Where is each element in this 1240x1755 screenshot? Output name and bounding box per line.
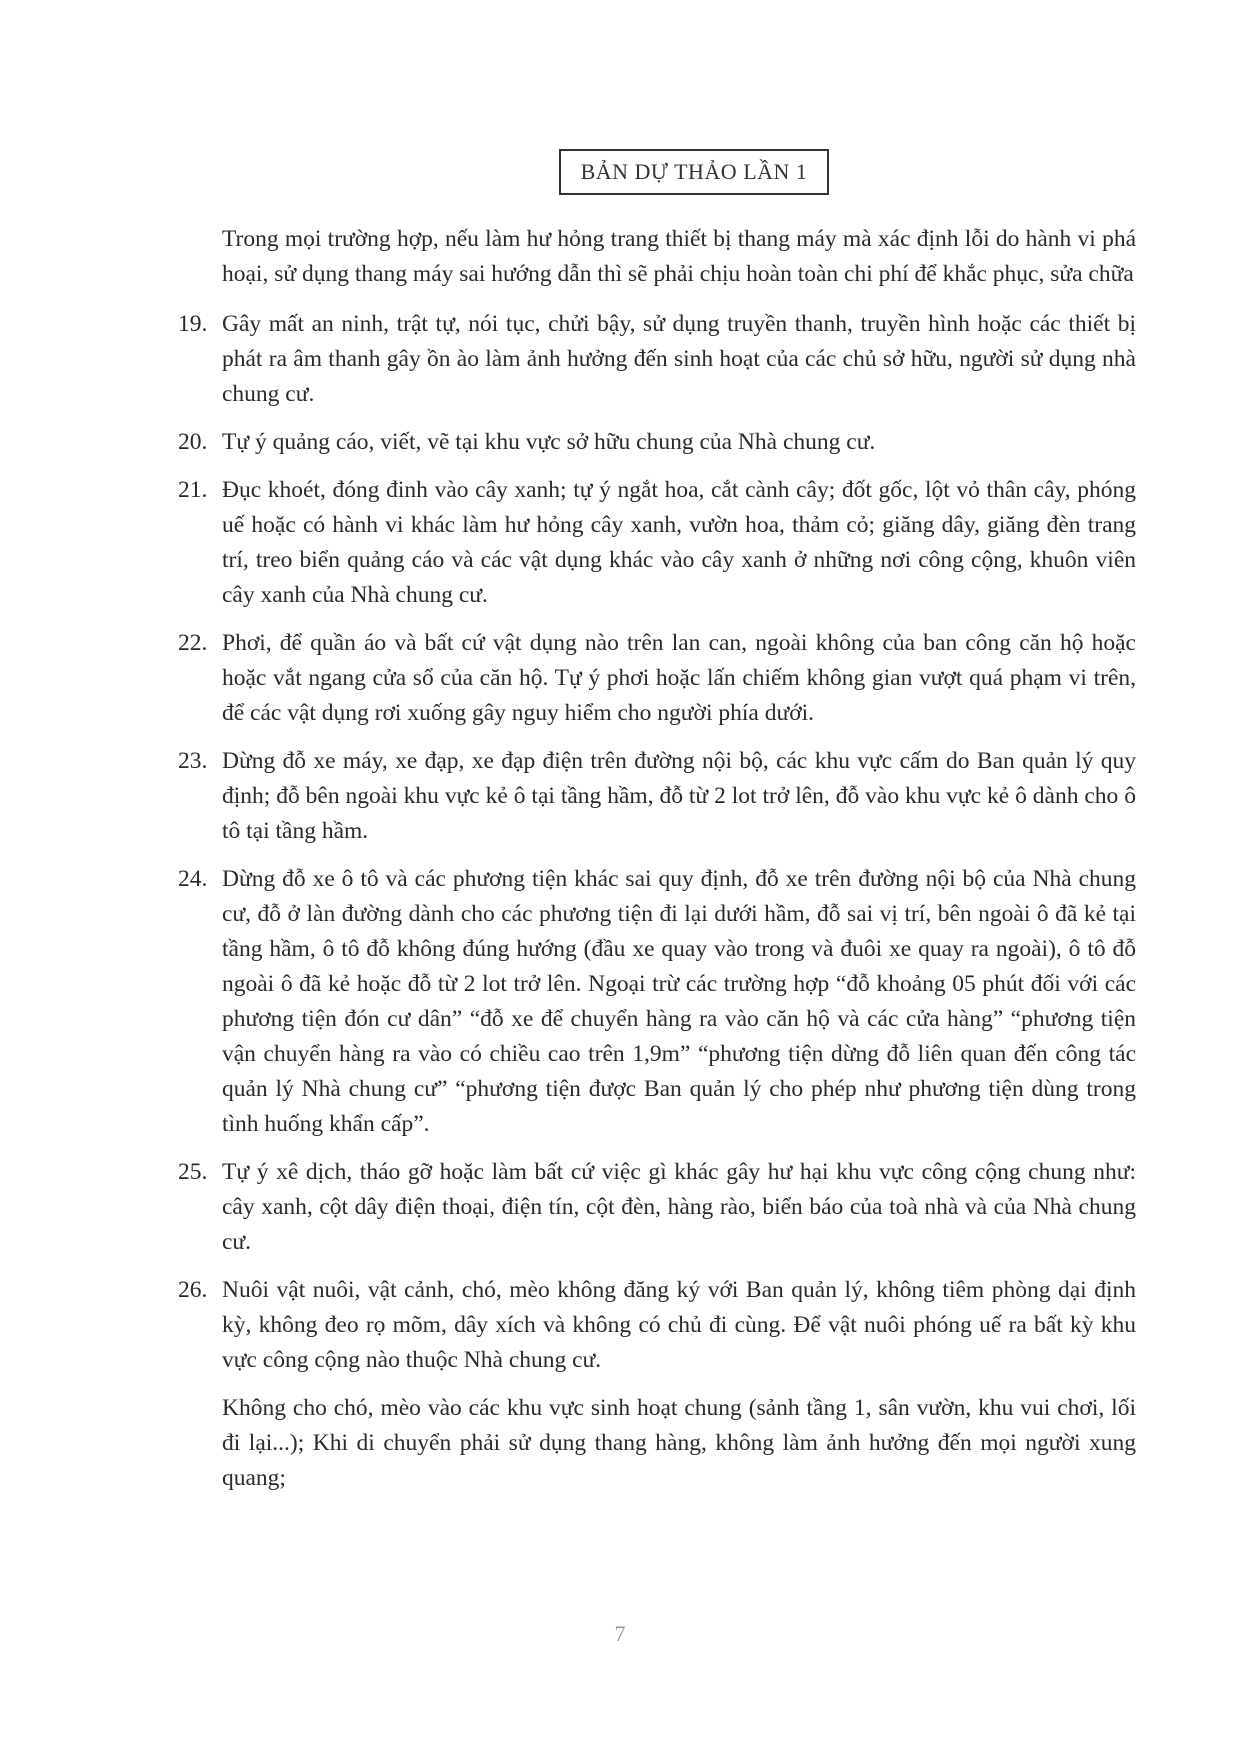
draft-label-box: [559, 149, 829, 195]
list-item: [178, 425, 1136, 460]
intro-paragraph: Trong mọi trường hợp, nếu làm hư hỏng trang thiết bị thang máy mà xác định lỗi do hành vi phá hoại, sử dụng thang máy sai hướng dẫn thì sẽ phải chịu hoàn toàn chi phí để khắc phục, sửa chữa: [222, 226, 1136, 287]
list-item: [178, 473, 1136, 613]
list-item: [178, 744, 1136, 849]
item-number: 21.: [178, 477, 208, 503]
item-number: 26.: [178, 1277, 208, 1303]
draft-label: BẢN DỰ THẢO LẦN 1: [580, 159, 808, 184]
list-item: [178, 626, 1136, 731]
item-text: Phơi, để quần áo và bất cứ vật dụng nào trên lan can, ngoài không của ban công căn hộ hoặc hoặc vắt ngang cửa sổ của căn hộ. Tự ý phơi hoặc lấn chiếm không gian vượt quá phạm vi trên, để các vật dụng rơi xuống gây nguy hiểm cho người phía dưới.: [222, 630, 1136, 726]
document-body: [178, 222, 1136, 1511]
item-number: 23.: [178, 748, 208, 774]
page-number: 7: [614, 1621, 626, 1646]
item-text: Tự ý quảng cáo, viết, vẽ tại khu vực sở hữu chung của Nhà chung cư.: [222, 429, 876, 455]
list-item: [178, 1155, 1136, 1260]
item-number: 22.: [178, 630, 208, 656]
item-text: Dừng đỗ xe máy, xe đạp, xe đạp điện trên đường nội bộ, các khu vực cấm do Ban quản lý quy định; đỗ bên ngoài khu vực kẻ ô tại tầng hầm, đỗ từ 2 lot trở lên, đỗ vào khu vực kẻ ô dành cho ô tô tại tầng hầm.: [222, 748, 1136, 844]
item-number: 25.: [178, 1159, 208, 1185]
closing-paragraph: Không cho chó, mèo vào các khu vực sinh hoạt chung (sảnh tầng 1, sân vườn, khu vui chơi, lối đi lại...); Khi di chuyển phải sử dụng thang hàng, không làm ảnh hưởng đến mọi người xung quang;: [222, 1395, 1136, 1491]
item-number: 24.: [178, 866, 208, 892]
item-number: 19.: [178, 311, 208, 337]
item-text: Gây mất an ninh, trật tự, nói tục, chửi bậy, sử dụng truyền thanh, truyền hình hoặc các thiết bị phát ra âm thanh gây ồn ào làm ảnh hưởng đến sinh hoạt của các chủ sở hữu, người sử dụng nhà chung cư.: [222, 311, 1136, 407]
item-text: Đục khoét, đóng đinh vào cây xanh; tự ý ngắt hoa, cắt cành cây; đốt gốc, lột vỏ thân cây, phóng uế hoặc có hành vi khác làm hư hỏng cây xanh, vườn hoa, thảm cỏ; giăng dây, giăng đèn trang trí, treo biển quảng cáo và các vật dụng khác vào cây xanh ở những nơi công cộng, khuôn viên cây xanh của Nhà chung cư.: [222, 477, 1136, 608]
item-text: Nuôi vật nuôi, vật cảnh, chó, mèo không đăng ký với Ban quản lý, không tiêm phòng dại định kỳ, không đeo rọ mõm, dây xích và không có chủ đi cùng. Để vật nuôi phóng uế ra bất kỳ khu vực công cộng nào thuộc Nhà chung cư.: [222, 1277, 1136, 1373]
list-item: [178, 1273, 1136, 1378]
item-number: 20.: [178, 429, 208, 455]
list-item: [178, 307, 1136, 412]
item-text: Tự ý xê dịch, tháo gỡ hoặc làm bất cứ việc gì khác gây hư hại khu vực công cộng chung như: cây xanh, cột dây điện thoại, điện tín, cột đèn, hàng rào, biển báo của toà nhà và của Nhà chung cư.: [222, 1159, 1136, 1255]
list-item: [178, 862, 1136, 1142]
item-text: Dừng đỗ xe ô tô và các phương tiện khác sai quy định, đỗ xe trên đường nội bộ của Nhà chung cư, đỗ ở làn đường dành cho các phương tiện đi lại dưới hầm, đỗ sai vị trí, bên ngoài ô đã kẻ tại tầng hầm, ô tô đỗ không đúng hướng (đầu xe quay vào trong và đuôi xe quay ra ngoài), ô tô đỗ ngoài ô đã kẻ hoặc đỗ từ 2 lot trở lên. Ngoại trừ các trường hợp “đỗ khoảng 05 phút đối với các phương tiện đón cư dân” “đỗ xe để chuyển hàng ra vào căn hộ và các cửa hàng” “phương tiện vận chuyển hàng ra vào có chiều cao trên 1,9m” “phương tiện dừng đỗ liên quan đến công tác quản lý Nhà chung cư” “phương tiện được Ban quản lý cho phép như phương tiện dùng trong tình huống khẩn cấp”.: [222, 866, 1136, 1137]
